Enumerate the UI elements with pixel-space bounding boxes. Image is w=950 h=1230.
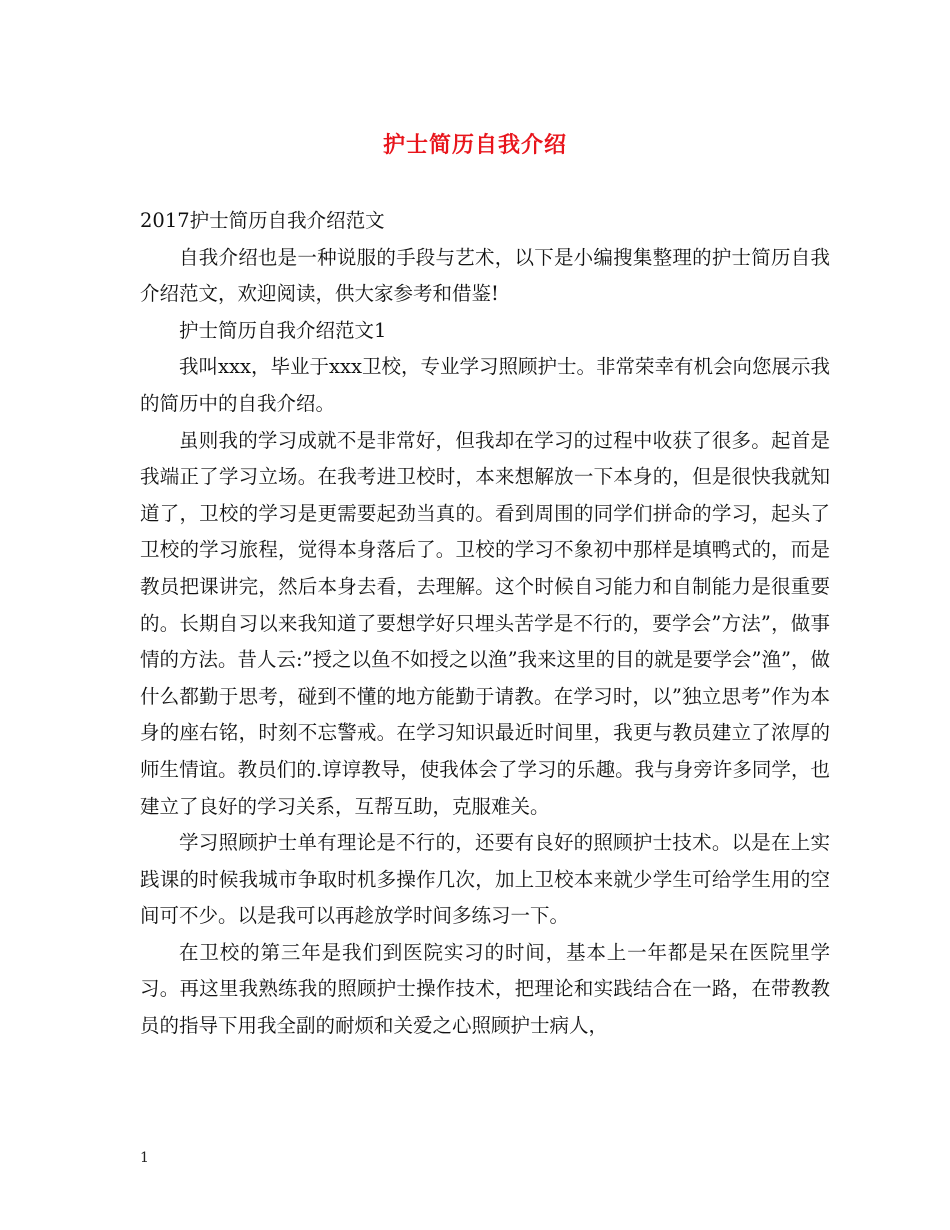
paragraph-study: 虽则我的学习成就不是非常好，但我却在学习的过程中收获了很多。起首是我端正了学习立场。在我考进卫校时，本来想解放一下本身的，但是很快我就知道了，卫校的学习是更需要起劲当真的。看到周围的同学们拼命的学习，起头了卫校的学习旅程，觉得本身落后了。卫校的学习不象初中那样是填鸭式的，而是教员把课讲完，然后本身去看，去理解。这个时候自习能力和自制能力是很重要的。长期自习以来我知道了要想学好只埋头苦学是不行的，要学会”方法”，做事情的方法。昔人云:”授之以鱼不如授之以渔”我来这里的目的就是要学会”渔”，做什么都勤于思考，碰到不懂的地方能勤于请教。在学习时，以”独立思考”作为本身的座右铭，时刻不忘警戒。在学习知识最近时间里，我更与教员建立了浓厚的师生情谊。教员们的.谆谆教导，使我体会了学习的乐趣。我与身旁许多同学，也建立了良好的学习关系，互帮互助，克服难关。 — [140, 428, 830, 818]
paragraph-subheading: 护士简历自我介绍范文1 — [179, 318, 387, 342]
page-number: 1 — [140, 1150, 149, 1166]
paragraph-internship: 在卫校的第三年是我们到医院实习的时间，基本上一年都是呆在医院里学习。再这里我熟练我的照顾护士操作技术，把理论和实践结合在一路，在带教教员的指导下用我全副的耐烦和关爱之心照顾护士病人， — [140, 940, 830, 1038]
paragraph-intro: 自我介绍也是一种说服的手段与艺术，以下是小编搜集整理的护士简历自我介绍范文，欢迎阅读，供大家参考和借鉴! — [140, 245, 830, 306]
paragraph-practice: 学习照顾护士单有理论是不行的，还要有良好的照顾护士技术。以是在上实践课的时候我城市争取时机多操作几次，加上卫校本来就少学生可给学生用的空间可不少。以是我可以再趁放学时间多练习一下。 — [140, 831, 830, 928]
paragraph-self-intro: 我叫xxx，毕业于xxx卫校，专业学习照顾护士。非常荣幸有机会向您展示我的简历中的自我介绍。 — [140, 355, 830, 415]
document-body — [140, 203, 830, 1045]
document-title: 护士简历自我介绍 — [382, 132, 567, 158]
paragraph-heading: 2017护士简历自我介绍范文 — [140, 209, 385, 232]
